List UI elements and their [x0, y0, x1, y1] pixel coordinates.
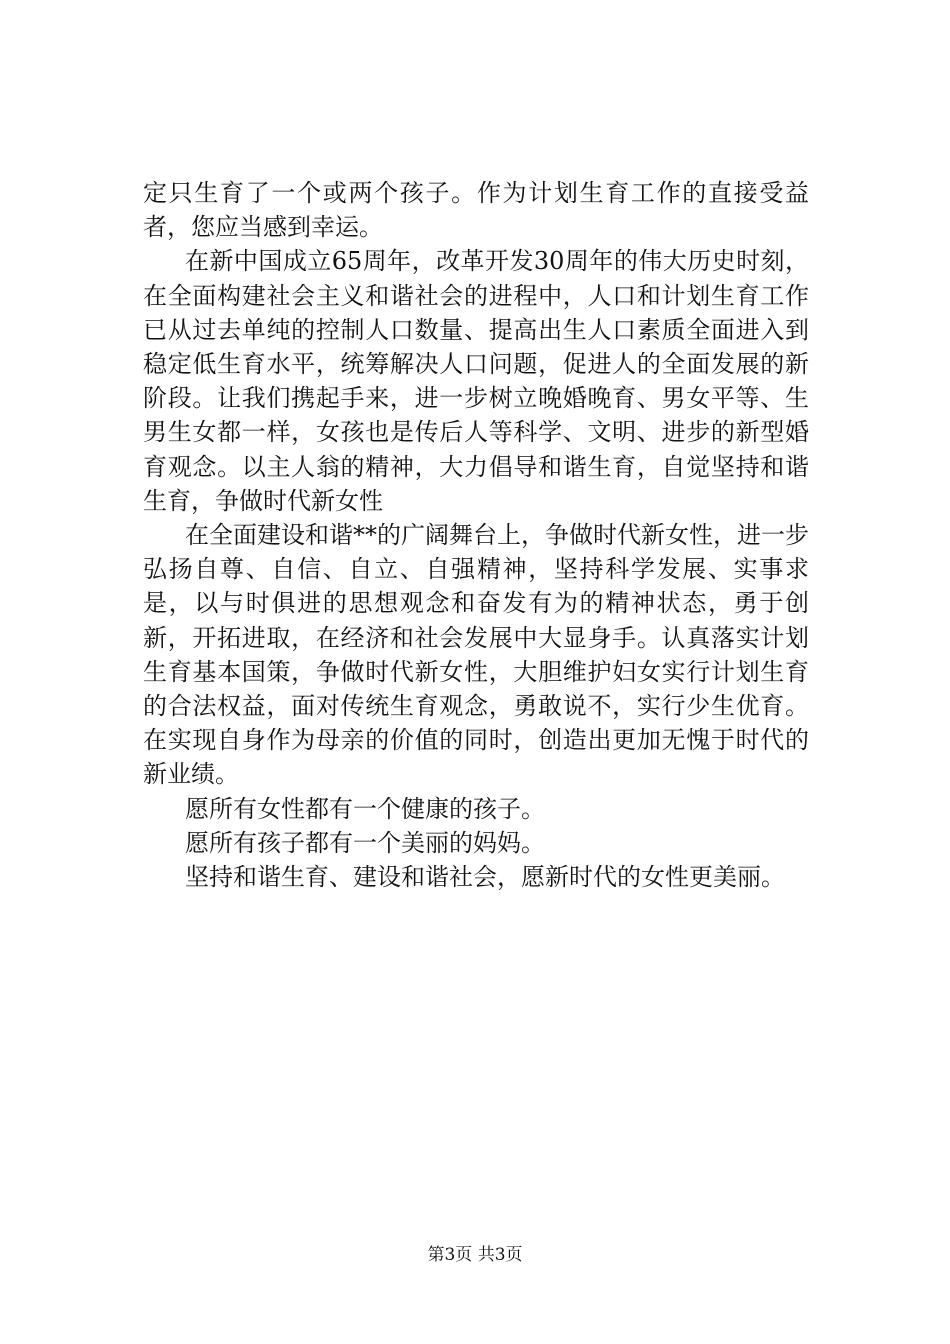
document-body — [143, 176, 809, 894]
page-number-footer: 第3页 共3页 — [427, 1245, 523, 1265]
wish-line-healthy-child: 愿所有女性都有一个健康的孩子。 — [185, 794, 545, 823]
wish-line-beautiful-mother: 愿所有孩子都有一个美丽的妈妈。 — [185, 828, 545, 857]
closing-line: 坚持和谐生育、建设和谐社会，愿新时代的女性更美丽。 — [185, 863, 785, 892]
paragraph-population-policy: 在新中国成立65周年，改革开发30周年的伟大历史时刻，在全面构建社会主义和谐社会的进程中，人口和计划生育工作已从过去单纯的控制人口数量、提高出生人口素质全面进入到稳定低生育水平，统筹解决人口问题，促进人的全面发展的新阶段。让我们携起手来，进一步树立晚婚晚育、男女平等、生男生女都一样，女孩也是传后人等科学、文明、进步的新型婚育观念。以主人翁的精神，大力倡导和谐生育，自觉坚持和谐生育，争做时代新女性 — [143, 247, 809, 515]
paragraph-continuation: 定只生育了一个或两个孩子。作为计划生育工作的直接受益者，您应当感到幸运。 — [143, 179, 809, 242]
paragraph-new-women: 在全面建设和谐**的广阔舞台上，争做时代新女性，进一步弘扬自尊、自信、自立、自强精神，坚持科学发展、实事求是，以与时俱进的思想观念和奋发有为的精神状态，勇于创新，开拓进取，在经济和社会发展中大显身手。认真落实计划生育基本国策，争做时代新女性，大胆维护妇女实行计划生育的合法权益，面对传统生育观念，勇敢说不，实行少生优育。在实现自身作为母亲的价值的同时，创造出更加无愧于时代的新业绩。 — [143, 521, 809, 789]
